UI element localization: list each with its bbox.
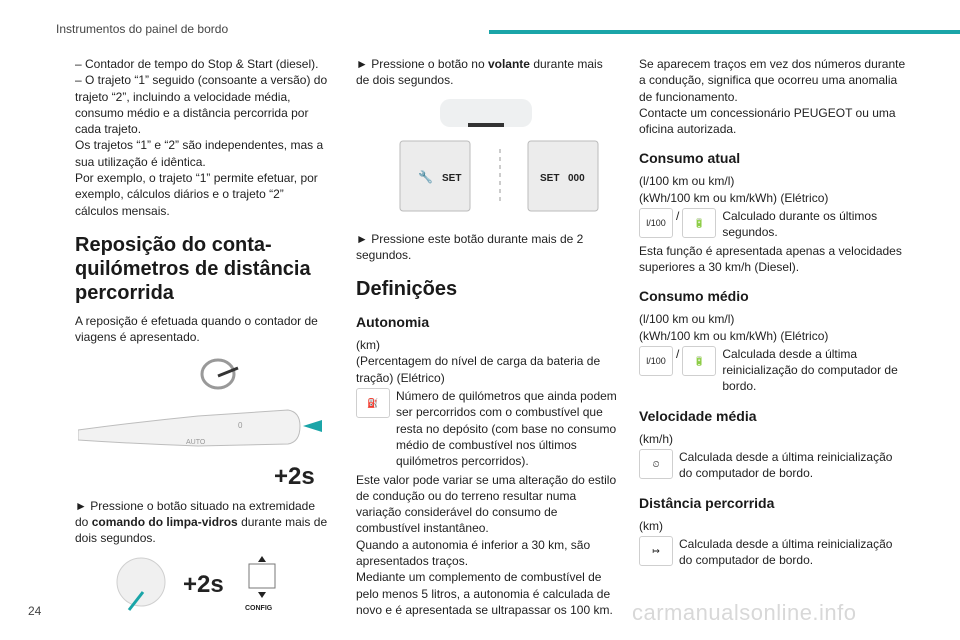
config-illustration [113,552,293,618]
intro-line: – Contador de tempo do Stop & Start (diesel). [75,57,319,71]
distancia-percorrida-icon-text: Calculada desde a última reinicialização do computador de bordo. [679,536,893,568]
page-number: 24 [28,604,42,618]
steering-wheel-icon [202,360,238,388]
icon-separator: / [676,346,680,361]
section-heading-reset: Reposição do conta-quilómetros de distância percorrida [75,233,311,304]
autonomy-line: Quando a autonomia é inferior a 30 km, são apresentados traços. [356,537,591,569]
consumo-atual-icon-text: Calculado durante os últimos segundos. [722,209,878,240]
down-arrow-icon [258,592,266,598]
speedometer-icon: ⏲ [639,449,673,479]
set-button-label: SET [442,172,462,184]
intro-line: Contacte um concessionário PEUGEOT ou uma oficina autorizada. [639,105,896,137]
consumo-medio-icon-text: Calculada desde a última reinicialização do computador de bordo. [722,346,898,394]
stalk-zero-label: 0 [237,420,242,430]
config-label: CONFIG [244,605,272,613]
consumo-medio-unit: (l/100 km ou km/l) [639,312,735,327]
arrow-indicator-icon [303,420,322,432]
icon-separator: / [676,209,680,224]
battery-consumption-icon: 🔋 [682,346,716,376]
step-steering-wheel: ► Pressione o botão no volante durante mais de dois segundos. [356,57,603,88]
consumo-medio-icon-row [639,346,909,395]
consumo-medio-heading: Consumo médio [639,288,749,305]
distancia-percorrida-heading: Distância percorrida [639,494,775,511]
step-set-button: ► Pressione este botão durante mais de 2 segundos. [356,231,584,262]
consumo-atual-icon-row [639,208,909,241]
autonomy-icon-text: Número de quilómetros que ainda podem ser percorridos com o combustível que resta no depósito (com base no consumo médio de combustível nos últimos quilómetros percorridos). [396,389,617,469]
autonomy-unit: (km) [356,338,380,353]
autonomy-line: Mediante um complemento de combustível de pelo menos 5 litros, a autonomia é calculada de novo e é apresentada se ultrapassar os 100 km. [356,570,613,617]
autonomy-heading: Autonomia [356,314,430,331]
autonomy-icon-row [356,388,618,469]
consumo-atual-unit: (l/100 km ou km/l) [639,174,735,189]
velocidade-media-heading: Velocidade média [639,407,757,424]
step-wiper: ► Pressione o botão situado na extremidade do comando do limpa-vidros durante mais de dois segundos. [75,498,328,546]
intro-line: Os trajetos “1” e “2” são independentes, mas a sua utilização é idêntica. [75,138,324,169]
two-seconds-badge: +2s [273,462,315,490]
set-button-illustration [372,95,602,225]
distance-icon: ↦ [639,536,673,566]
fuel-consumption-icon: l/100 [639,346,673,376]
distancia-percorrida-unit: (km) [639,518,663,533]
set-display-value: 000 [568,172,585,184]
up-arrow-icon [258,556,266,562]
fuel-range-icon: ⛽ [356,388,390,418]
header-accent-bar [489,30,960,34]
velocidade-media-unit: (km/h) [639,431,673,446]
set-display-label: SET [540,172,560,184]
definitions-heading: Definições [356,278,458,301]
column-2 [356,56,618,618]
wrench-icon: 🔧 [418,169,433,184]
intro-line: Se aparecem traços em vez dos números durante a condução, significa que ocorreu uma anomalia de funcionamento. [639,57,906,104]
wiper-stalk-illustration [78,352,328,492]
column-3 [639,56,909,571]
consumo-medio-unit: (kWh/100 km ou km/kWh) (Elétrico) [639,328,829,343]
intro-line: – O trajeto “1” seguido (consoante a versão) do trajeto “2”, incluindo a velocidade média, consumo médio e a distância percorrida por cada trajeto. [75,73,328,137]
consumo-atual-note: Esta função é apresentada apenas a velocidades superiores a 30 km/h (Diesel). [639,243,902,274]
stalk-auto-label: AUTO [185,438,205,446]
autonomy-line: Este valor pode variar se uma alteração do estilo de condução ou do terreno resultar numa variação considerável do consumo de combustível instantâneo. [356,472,617,536]
watermark: carmanualsonline.info [632,600,857,625]
fuel-consumption-icon: l/100 [639,208,673,238]
velocidade-media-icon-text: Calculada desde a última reinicialização do computador de bordo. [679,450,893,481]
reset-text: A reposição é efetuada quando o contador de viagens é apresentado. [75,313,318,345]
battery-consumption-icon: 🔋 [682,208,716,238]
two-seconds-badge: +2s [182,571,224,599]
header-title: Instrumentos do painel de bordo [56,22,229,36]
velocidade-media-icon-row [639,449,909,482]
autonomy-unit: (Percentagem do nível de carga da bateria de tração) (Elétrico) [356,354,601,385]
intro-line: Por exemplo, o trajeto “1” permite efetuar, por exemplo, cálculos diários e o trajeto “2” cálculos mensais. [75,171,318,218]
distancia-percorrida-icon-row [639,536,909,569]
consumo-atual-unit: (kWh/100 km ou km/kWh) (Elétrico) [639,190,829,205]
column-1 [75,56,330,624]
consumo-atual-heading: Consumo atual [639,150,741,167]
